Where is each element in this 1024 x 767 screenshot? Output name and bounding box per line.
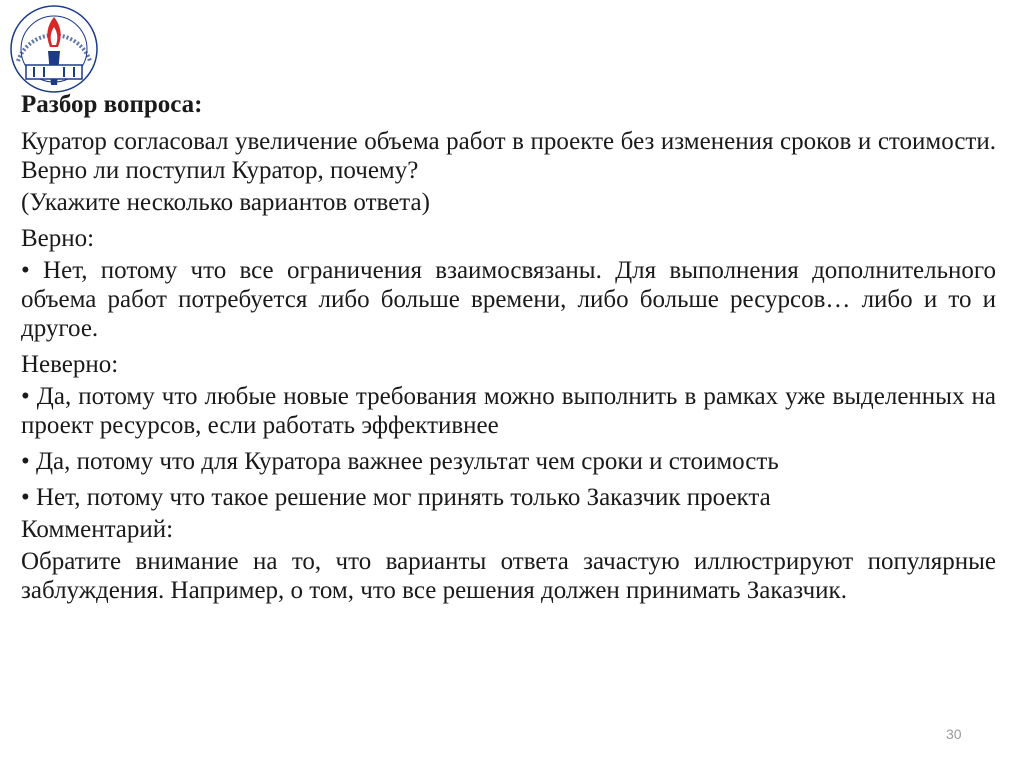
incorrect-label: Неверно: xyxy=(21,351,119,378)
question-text: Куратор согласовал увеличение объема работ в проекте без изменения сроков и стоимости. Верно ли поступил Куратор, почему? xyxy=(21,128,996,184)
slide-content xyxy=(21,90,996,612)
comment-text: Обратите внимание на то, что варианты ответа зачастую иллюстрируют популярные заблуждения. Например, о том, что все решения должен принимать Заказчик. xyxy=(21,548,996,604)
incorrect-answer: • Да, потому что любые новые требования можно выполнить в рамках уже выделенных на проект ресурсов, если работать эффективнее xyxy=(21,383,996,439)
instruction-text: (Укажите несколько вариантов ответа) xyxy=(21,189,430,216)
university-torch-logo-icon xyxy=(4,3,104,95)
page-number: 30 xyxy=(946,726,962,742)
correct-answer: • Нет, потому что все ограничения взаимосвязаны. Для выполнения дополнительного объема работ потребуется либо больше времени, либо больше ресурсов… либо и то и другое. xyxy=(21,257,996,342)
comment-label: Комментарий: xyxy=(21,516,174,543)
section-heading: Разбор вопроса: xyxy=(21,91,203,118)
incorrect-answer: • Да, потому что для Куратора важнее результат чем сроки и стоимость xyxy=(21,448,779,475)
correct-label: Верно: xyxy=(21,225,95,252)
incorrect-answer: • Нет, потому что такое решение мог принять только Заказчик проекта xyxy=(21,484,771,511)
